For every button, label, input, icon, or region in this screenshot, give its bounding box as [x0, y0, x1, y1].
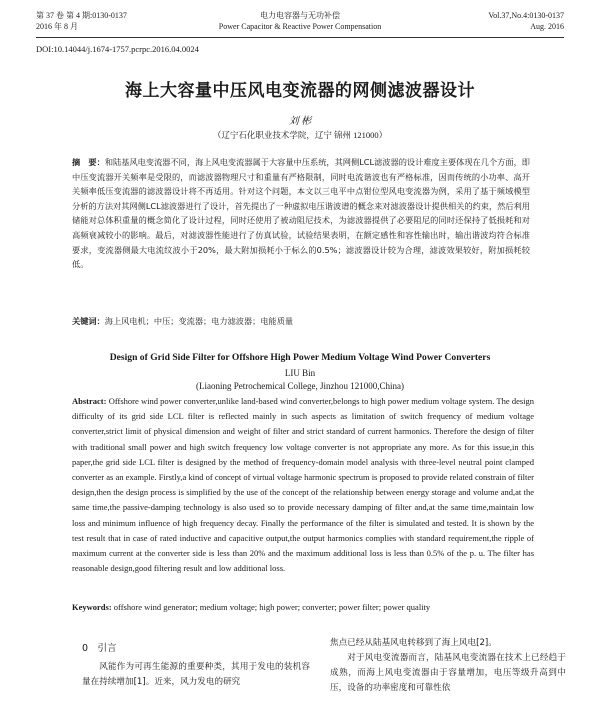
header-volume-line-en: Vol.37,No.4:0130-0137 — [488, 11, 564, 20]
keywords-cn — [72, 316, 530, 327]
abstract-en — [72, 394, 534, 576]
header-date-line: 2016 年 8 月 — [36, 22, 78, 31]
author-cn: 刘 彬 — [288, 116, 312, 127]
section-heading-introduction: 0 引言 — [82, 643, 117, 654]
body-paragraph: 风能作为可再生能源的重要种类，其用于发电的装机容量在持续增加[1]。近来，风力发电的研究 — [82, 662, 310, 687]
body-column-left — [82, 660, 310, 690]
abstract-cn — [72, 155, 530, 272]
paper-title-cn: 海上大容量中压风电变流器的网侧滤波器设计 — [125, 81, 475, 101]
header-volume-line: 第 37 卷 第 4 期:0130-0137 — [36, 11, 127, 20]
header-divider — [36, 37, 564, 38]
keywords-cn-label: 关键词： — [72, 316, 105, 326]
affiliation-en: (Liaoning Petrochemical College, Jinzhou 121000,China) — [196, 381, 404, 391]
journal-header — [0, 0, 600, 46]
keywords-en-label: Keywords: — [72, 602, 112, 612]
paper-title-en: Design of Grid Side Filter for Offshore High Power Medium Voltage Wind Power Converters — [109, 352, 491, 363]
keywords-en-text: offshore wind generator; medium voltage; high power; converter; power filter; power quality — [113, 602, 431, 612]
body-column-right — [330, 636, 566, 696]
header-date-line-en: Aug. 2016 — [530, 22, 564, 31]
body-paragraph: 对于风电变流器而言，陆基风电变流器在技术上已经趋于成熟，而海上风电变流器由于容量增加，电压等级升高到中压，设备的功率密度和可靠性依 — [330, 653, 566, 693]
keywords-en — [72, 602, 534, 612]
body-paragraph-continued: 焦点已经从陆基风电转移到了海上风电[2]。 — [330, 638, 497, 648]
keywords-cn-text: 海上风电机；中压；变流器；电力滤波器；电能质量 — [104, 316, 294, 326]
author-en: LIU Bin — [284, 368, 316, 378]
header-volume-info-en — [488, 10, 564, 32]
abstract-en-text: Offshore wind power converter,unlike land-based wind converter,belongs to high power medium voltage system. The design difficulty of its grid side LCL filter is reflected mainly in such aspects as limitation of switch frequency of medium voltage converter,strict limit of physical dimension and weight of filter and strict standard of current harmonics. Therefore the design of filter with traditional small power and high switch frequency low voltage converter is not appropriate any more. As for this issue,in this paper,the grid side LCL filter is designed by the method of frequency-domain model analysis with three-level neutral point clamped converter as an example. Firstly,a kind of concept of virtual voltage harmonic spectrum is proposed to provide related constrain of filter design,then the design process is simplified by the use of the concept of the relationship between energy storage and volume and,at the same time,the passive-damping technology is also used so to provide necessary damping of filter and,at the same time,maintain low loss and minimum influence of high frequency decay. Finally the performance of the filter is simulated and tested. It is shown by the test result that in case of rated inductive and capacitive output,the output harmonics complies with standard requirement,the ripple of maximum current at the converter side is less than 20% and the maximum additional loss is less than 0.5% of the p. u. The filter has reasonable design,good filtering result and low additional loss. — [72, 396, 535, 574]
abstract-cn-label: 摘 要： — [72, 157, 105, 167]
header-volume-info — [36, 10, 127, 32]
doi: DOI:10.14044/j.1674-1757.pcrpc.2016.04.0024 — [36, 44, 199, 54]
affiliation-cn: （辽宁石化职业技术学院，辽宁 锦州 121000） — [212, 130, 388, 140]
abstract-cn-text: 和陆基风电变流器不同，海上风电变流器属于大容量中压系统，其网侧LCL滤波器的设计难度主要体现在几个方面，即中压变流器开关频率是受限的，而滤波器物理尺寸和重量有严格限制，同时电流谐波也有严格标准，因而传统的小功率、高开关频率低压变流器的滤波器设计将不再适用。针对这个问题，本文以三电平中点钳位型风电变流器为例，采用了基于频域模型分析的方法对其网侧LCL滤波器进行了设计，首先提出了一种虚拟电压谐波谱的概念来对滤波器设计提供相关的约束，然后利用储能对总体积重量的概念简化了设计过程，同时还使用了被动阻尼技术，为滤波器提供了必要阻尼的同时还保持了低损耗和对高频衰减较小的影响。最后，对滤波器性能进行了仿真试验，试验结果表明，在额定感性和容性输出时，输出谐波均符合标准要求，变流器侧最大电流纹波小于20%，最大附加损耗小于标么的0.5%；滤波器设计较为合理，滤波效果较好，附加损耗较低。 — [72, 157, 530, 270]
journal-name-cn: 电力电容器与无功补偿 — [260, 11, 340, 20]
header-journal-name — [150, 10, 450, 32]
journal-name-en: Power Capacitor & Reactive Power Compensation — [218, 22, 382, 31]
abstract-en-label: Abstract: — [72, 396, 107, 406]
